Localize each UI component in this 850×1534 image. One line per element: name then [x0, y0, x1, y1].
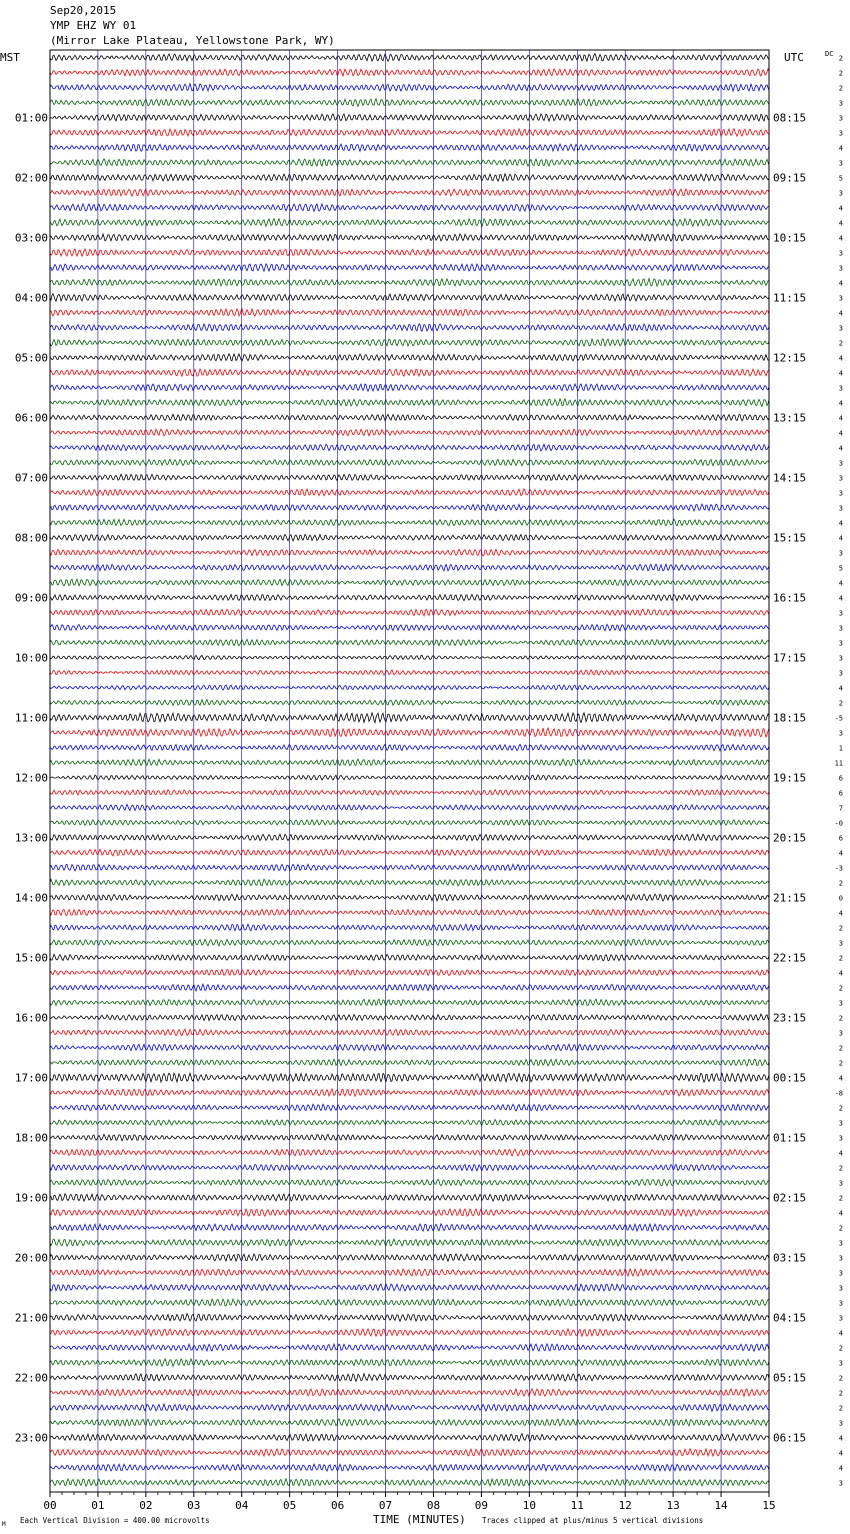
utc-hour-label: 10:15 — [773, 231, 807, 245]
utc-hour-labels — [773, 112, 806, 1445]
dc-offset-5: 3 — [838, 129, 843, 138]
trace-23 — [50, 399, 769, 407]
dc-offset-35: 4 — [838, 579, 843, 588]
trace-32 — [50, 535, 769, 541]
utc-hour-label: 19:15 — [773, 771, 807, 785]
utc-hour-label: 16:15 — [773, 591, 807, 605]
mst-hour-label: 21:00 — [14, 1311, 48, 1325]
station-id: YMP EHZ WY 01 — [50, 19, 137, 32]
mst-hour-label: 22:00 — [14, 1371, 48, 1385]
dc-offset-87: 3 — [838, 1359, 843, 1368]
trace-26 — [50, 444, 769, 451]
x-tick-label-06: 06 — [330, 1499, 345, 1512]
utc-hour-label: 18:15 — [773, 711, 807, 725]
dc-offset-57: 4 — [838, 909, 843, 918]
dc-offset-67: 2 — [838, 1059, 843, 1068]
trace-45 — [50, 728, 769, 737]
trace-16 — [50, 294, 769, 301]
trace-2 — [50, 84, 769, 92]
x-tick-label-09: 09 — [474, 1499, 489, 1512]
trace-10 — [50, 204, 769, 211]
trace-76 — [50, 1194, 769, 1201]
mst-hour-label: 01:00 — [14, 111, 48, 125]
dc-offset-36: 4 — [838, 594, 843, 603]
trace-41 — [50, 670, 769, 675]
trace-71 — [50, 1120, 769, 1126]
dc-offset-59: 3 — [838, 939, 843, 948]
dc-offset-70: 2 — [838, 1104, 843, 1113]
trace-55 — [50, 879, 769, 886]
trace-30 — [50, 504, 769, 511]
dc-offset-1: 2 — [838, 69, 843, 78]
dc-offset-4: 3 — [838, 114, 843, 123]
dc-offset-3: 3 — [838, 99, 843, 108]
trace-80 — [50, 1254, 769, 1261]
trace-63 — [50, 999, 769, 1005]
trace-6 — [50, 144, 769, 151]
utc-hour-label: 13:15 — [773, 411, 807, 425]
trace-24 — [50, 414, 769, 421]
dc-offset-61: 4 — [838, 969, 843, 978]
dc-offset-64: 2 — [838, 1014, 843, 1023]
utc-hour-label: 21:15 — [773, 891, 807, 905]
dc-offset-32: 4 — [838, 534, 843, 543]
dc-offset-90: 2 — [838, 1404, 843, 1413]
utc-hour-label: 03:15 — [773, 1251, 807, 1265]
trace-82 — [50, 1284, 769, 1291]
dc-offset-20: 4 — [838, 354, 843, 363]
trace-81 — [50, 1269, 769, 1276]
trace-18 — [50, 324, 769, 331]
dc-offset-44: -5 — [834, 714, 843, 723]
dc-offset-94: 4 — [838, 1464, 843, 1473]
mst-hour-label: 15:00 — [14, 951, 48, 965]
trace-13 — [50, 249, 769, 256]
dc-offset-28: 3 — [838, 474, 843, 483]
dc-offset-39: 3 — [838, 639, 843, 648]
trace-0 — [50, 54, 769, 62]
dc-offset-48: 6 — [838, 774, 843, 783]
dc-offset-27: 3 — [838, 459, 843, 468]
trace-47 — [50, 759, 769, 766]
trace-64 — [50, 1014, 769, 1021]
trace-68 — [50, 1073, 769, 1082]
utc-hour-label: 01:15 — [773, 1131, 807, 1145]
trace-72 — [50, 1134, 769, 1141]
mst-hour-label: 02:00 — [14, 171, 48, 185]
dc-offset-19: 2 — [838, 339, 843, 348]
mst-hour-label: 07:00 — [14, 471, 48, 485]
dc-offset-14: 3 — [838, 264, 843, 273]
trace-88 — [50, 1374, 769, 1382]
dc-offset-12: 4 — [838, 234, 843, 243]
dc-offset-45: 3 — [838, 729, 843, 738]
dc-offset-11: 4 — [838, 219, 843, 228]
dc-offset-33: 3 — [838, 549, 843, 558]
dc-offset-80: 3 — [838, 1254, 843, 1263]
dc-offset-66: 2 — [838, 1044, 843, 1053]
mst-hour-label: 05:00 — [14, 351, 48, 365]
dc-offset-10: 4 — [838, 204, 843, 213]
trace-27 — [50, 459, 769, 465]
dc-offset-47: 11 — [834, 759, 843, 768]
x-tick-label-01: 01 — [91, 1499, 105, 1512]
utc-hour-label: 00:15 — [773, 1071, 807, 1085]
x-tick-label-08: 08 — [426, 1499, 441, 1512]
trace-85 — [50, 1329, 769, 1336]
utc-hour-label: 23:15 — [773, 1011, 807, 1025]
trace-66 — [50, 1044, 769, 1051]
trace-51 — [50, 820, 769, 826]
trace-17 — [50, 309, 769, 316]
clip-note: Traces clipped at plus/minus 5 vertical divisions — [482, 1516, 704, 1525]
dc-offset-0: 2 — [838, 54, 843, 63]
trace-35 — [50, 579, 769, 586]
utc-hour-label: 22:15 — [773, 951, 807, 965]
dc-offset-75: 3 — [838, 1179, 843, 1188]
dc-offset-34: 5 — [838, 564, 843, 573]
mst-hour-label: 08:00 — [14, 531, 48, 545]
dc-offset-84: 3 — [838, 1314, 843, 1323]
dc-offset-93: 4 — [838, 1449, 843, 1458]
x-tick-label-10: 10 — [522, 1499, 536, 1512]
x-axis-title: TIME (MINUTES) — [373, 1513, 466, 1526]
dc-offset-73: 4 — [838, 1149, 843, 1158]
dc-offset-55: 2 — [838, 879, 843, 888]
scale-note: Each Vertical Division = 400.00 microvolts — [20, 1516, 210, 1525]
x-tick-label-04: 04 — [235, 1499, 249, 1512]
trace-95 — [50, 1479, 769, 1487]
plot-date: Sep20,2015 — [50, 4, 117, 17]
dc-offset-37: 3 — [838, 609, 843, 618]
x-tick-label-05: 05 — [283, 1499, 297, 1512]
trace-28 — [50, 474, 769, 480]
utc-hour-label: 11:15 — [773, 291, 807, 305]
trace-52 — [50, 834, 769, 841]
mst-hour-label: 14:00 — [14, 891, 48, 905]
trace-46 — [50, 744, 769, 751]
dc-offset-60: 2 — [838, 954, 843, 963]
trace-69 — [50, 1089, 769, 1096]
trace-20 — [50, 354, 769, 361]
trace-78 — [50, 1224, 769, 1231]
utc-hour-label: 05:15 — [773, 1371, 807, 1385]
dc-offset-71: 3 — [838, 1119, 843, 1128]
dc-offset-50: 7 — [838, 804, 843, 813]
dc-offset-69: -8 — [834, 1089, 843, 1098]
dc-offset-26: 4 — [838, 444, 843, 453]
dc-offset-17: 4 — [838, 309, 843, 318]
dc-offset-38: 3 — [838, 624, 843, 633]
trace-49 — [50, 790, 769, 796]
mst-label: MST — [0, 51, 20, 64]
dc-offset-58: 2 — [838, 924, 843, 933]
trace-83 — [50, 1299, 769, 1306]
dc-offset-8: 5 — [838, 174, 843, 183]
trace-7 — [50, 159, 769, 166]
trace-29 — [50, 489, 769, 496]
utc-hour-label: 15:15 — [773, 531, 807, 545]
dc-offset-85: 4 — [838, 1329, 843, 1338]
mst-hour-label: 23:00 — [14, 1431, 48, 1445]
trace-15 — [50, 279, 769, 287]
dc-offset-46: 1 — [838, 744, 843, 753]
trace-57 — [50, 909, 769, 915]
mst-hour-label: 18:00 — [14, 1131, 48, 1145]
x-tick-label-11: 11 — [570, 1499, 584, 1512]
dc-offset-2: 2 — [838, 84, 843, 93]
dc-offset-52: 6 — [838, 834, 843, 843]
trace-1 — [50, 69, 769, 76]
dc-offset-82: 3 — [838, 1284, 843, 1293]
trace-34 — [50, 564, 769, 571]
x-tick-label-14: 14 — [714, 1499, 728, 1512]
trace-93 — [50, 1449, 769, 1456]
trace-40 — [50, 655, 769, 660]
trace-73 — [50, 1149, 769, 1156]
trace-74 — [50, 1164, 769, 1170]
trace-90 — [50, 1404, 769, 1411]
trace-19 — [50, 339, 769, 346]
dc-offset-15: 4 — [838, 279, 843, 288]
trace-22 — [50, 384, 769, 391]
dc-offset-43: 2 — [838, 699, 843, 708]
trace-12 — [50, 234, 769, 241]
dc-offset-78: 2 — [838, 1224, 843, 1233]
dc-offset-labels — [835, 55, 843, 1488]
trace-56 — [50, 894, 769, 901]
utc-hour-label: 14:15 — [773, 471, 807, 485]
trace-42 — [50, 685, 769, 690]
mst-hour-label: 10:00 — [14, 651, 48, 665]
trace-11 — [50, 219, 769, 227]
x-axis-ticks — [43, 1492, 775, 1512]
trace-91 — [50, 1419, 769, 1426]
dc-label: DC — [825, 50, 834, 58]
dc-offset-74: 2 — [838, 1164, 843, 1173]
trace-62 — [50, 984, 769, 991]
dc-offset-31: 4 — [838, 519, 843, 528]
dc-offset-22: 3 — [838, 384, 843, 393]
dc-offset-54: -3 — [834, 864, 843, 873]
dc-offset-18: 3 — [838, 324, 843, 333]
dc-offset-65: 3 — [838, 1029, 843, 1038]
trace-53 — [50, 849, 769, 856]
trace-14 — [50, 264, 769, 271]
station-location: (Mirror Lake Plateau, Yellowstone Park, WY) — [50, 34, 335, 47]
dc-offset-76: 2 — [838, 1194, 843, 1203]
trace-39 — [50, 639, 769, 645]
trace-38 — [50, 624, 769, 631]
trace-3 — [50, 99, 769, 107]
mst-hour-label: 09:00 — [14, 591, 48, 605]
mst-hour-label: 06:00 — [14, 411, 48, 425]
scale-prefix: M — [2, 1521, 6, 1528]
trace-8 — [50, 174, 769, 181]
x-tick-label-15: 15 — [762, 1499, 776, 1512]
utc-hour-label: 06:15 — [773, 1431, 807, 1445]
trace-58 — [50, 924, 769, 931]
seismic-traces — [50, 54, 769, 1487]
mst-hour-labels — [15, 112, 48, 1445]
trace-37 — [50, 609, 769, 616]
trace-21 — [50, 369, 769, 376]
mst-hour-label: 04:00 — [14, 291, 48, 305]
dc-offset-51: -0 — [834, 819, 843, 828]
dc-offset-6: 4 — [838, 144, 843, 153]
x-tick-label-13: 13 — [666, 1499, 680, 1512]
trace-61 — [50, 969, 769, 975]
mst-hour-label: 03:00 — [14, 231, 48, 245]
mst-hour-label: 12:00 — [14, 771, 48, 785]
trace-94 — [50, 1464, 769, 1471]
trace-43 — [50, 700, 769, 706]
trace-54 — [50, 864, 769, 871]
trace-5 — [50, 129, 769, 137]
utc-hour-label: 17:15 — [773, 651, 807, 665]
trace-48 — [50, 775, 769, 780]
mst-hour-label: 17:00 — [14, 1071, 48, 1085]
dc-offset-30: 3 — [838, 504, 843, 513]
dc-offset-88: 2 — [838, 1374, 843, 1383]
dc-offset-89: 2 — [838, 1389, 843, 1398]
dc-offset-92: 4 — [838, 1434, 843, 1443]
dc-offset-21: 4 — [838, 369, 843, 378]
mst-hour-label: 11:00 — [14, 711, 48, 725]
mst-hour-label: 20:00 — [14, 1251, 48, 1265]
x-tick-label-03: 03 — [187, 1499, 201, 1512]
dc-offset-79: 3 — [838, 1239, 843, 1248]
dc-offset-13: 3 — [838, 249, 843, 258]
dc-offset-95: 3 — [838, 1479, 843, 1488]
trace-84 — [50, 1314, 769, 1322]
trace-89 — [50, 1389, 769, 1396]
trace-31 — [50, 519, 769, 526]
trace-87 — [50, 1359, 769, 1366]
dc-offset-40: 3 — [838, 654, 843, 663]
dc-offset-29: 3 — [838, 489, 843, 498]
trace-65 — [50, 1029, 769, 1036]
x-tick-label-12: 12 — [618, 1499, 632, 1512]
trace-77 — [50, 1209, 769, 1216]
dc-offset-77: 4 — [838, 1209, 843, 1218]
utc-hour-label: 04:15 — [773, 1311, 807, 1325]
dc-offset-91: 3 — [838, 1419, 843, 1428]
dc-offset-16: 3 — [838, 294, 843, 303]
dc-offset-81: 3 — [838, 1269, 843, 1278]
utc-hour-label: 20:15 — [773, 831, 807, 845]
dc-offset-24: 4 — [838, 414, 843, 423]
dc-offset-72: 3 — [838, 1134, 843, 1143]
dc-offset-23: 4 — [838, 399, 843, 408]
dc-offset-68: 4 — [838, 1074, 843, 1083]
mst-hour-label: 16:00 — [14, 1011, 48, 1025]
utc-label: UTC — [784, 51, 804, 64]
utc-hour-label: 08:15 — [773, 111, 807, 125]
trace-36 — [50, 594, 769, 600]
mst-hour-label: 13:00 — [14, 831, 48, 845]
trace-33 — [50, 549, 769, 556]
utc-hour-label: 09:15 — [773, 171, 807, 185]
dc-offset-62: 2 — [838, 984, 843, 993]
x-tick-label-00: 00 — [43, 1499, 57, 1512]
dc-offset-86: 2 — [838, 1344, 843, 1353]
trace-92 — [50, 1434, 769, 1442]
trace-70 — [50, 1104, 769, 1111]
trace-59 — [50, 939, 769, 945]
mst-hour-label: 19:00 — [14, 1191, 48, 1205]
dc-offset-25: 4 — [838, 429, 843, 438]
trace-4 — [50, 114, 769, 121]
dc-offset-41: 3 — [838, 669, 843, 678]
dc-offset-7: 3 — [838, 159, 843, 168]
trace-50 — [50, 804, 769, 810]
dc-offset-56: 0 — [838, 894, 843, 903]
dc-offset-9: 3 — [838, 189, 843, 198]
trace-60 — [50, 954, 769, 960]
utc-hour-label: 02:15 — [773, 1191, 807, 1205]
trace-75 — [50, 1179, 769, 1185]
trace-9 — [50, 189, 769, 196]
dc-offset-53: 4 — [838, 849, 843, 858]
utc-hour-label: 12:15 — [773, 351, 807, 365]
x-tick-label-07: 07 — [378, 1499, 393, 1512]
trace-86 — [50, 1344, 769, 1351]
trace-44 — [50, 713, 769, 723]
dc-offset-42: 4 — [838, 684, 843, 693]
trace-67 — [50, 1059, 769, 1066]
dc-offset-63: 3 — [838, 999, 843, 1008]
trace-25 — [50, 429, 769, 436]
trace-79 — [50, 1239, 769, 1246]
dc-offset-49: 6 — [838, 789, 843, 798]
dc-offset-83: 3 — [838, 1299, 843, 1308]
x-tick-label-02: 02 — [139, 1499, 153, 1512]
